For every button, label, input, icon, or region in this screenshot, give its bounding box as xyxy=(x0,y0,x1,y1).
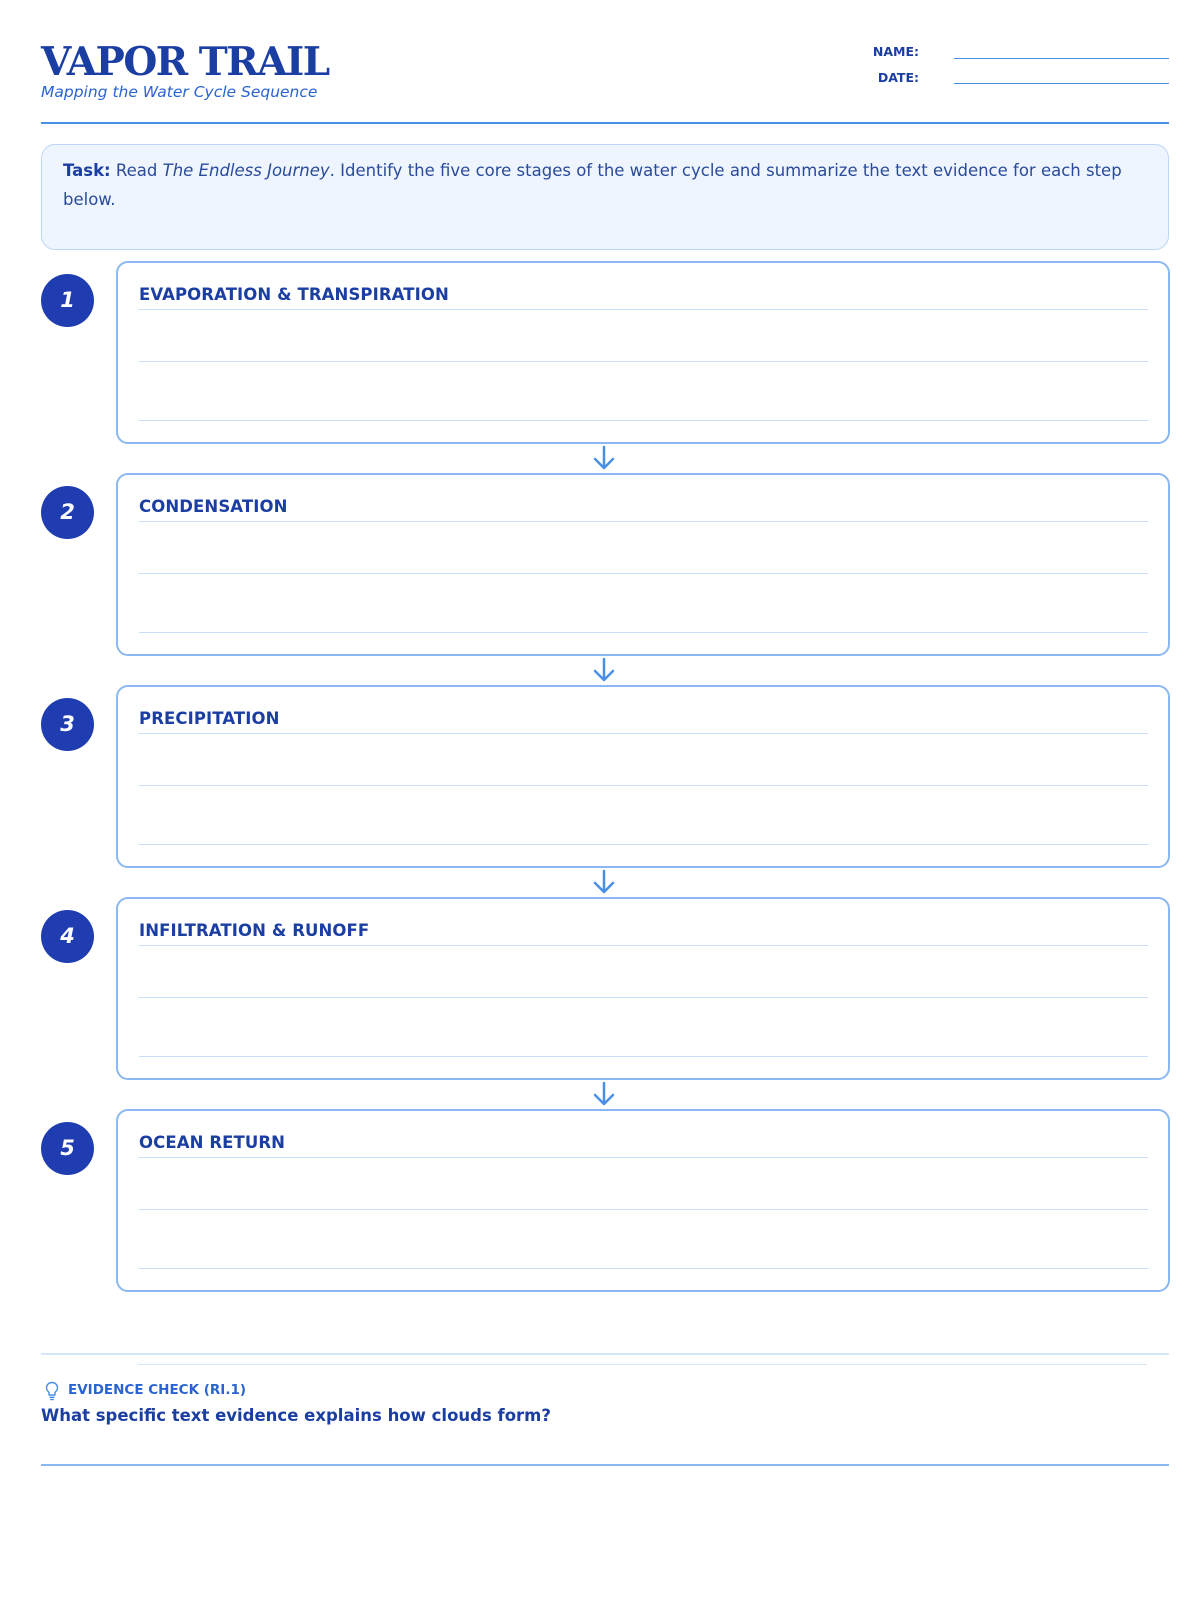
step-5 xyxy=(41,1109,1169,1292)
title-rule xyxy=(139,733,1148,734)
title-rule xyxy=(139,521,1148,522)
task-lead: Read xyxy=(115,161,158,180)
writing-line[interactable] xyxy=(139,1056,1148,1057)
step-number-badge: 5 xyxy=(41,1122,94,1175)
worksheet-subtitle: Mapping the Water Cycle Sequence xyxy=(41,83,318,101)
writing-line[interactable] xyxy=(139,1268,1148,1269)
question-start: What specific text evidence explains xyxy=(41,1406,382,1425)
arrow-down-icon xyxy=(591,1080,617,1108)
writing-line[interactable] xyxy=(139,997,1148,998)
arrow-down-icon xyxy=(591,444,617,472)
step-title: EVAPORATION & TRANSPIRATION xyxy=(139,285,449,304)
title-rule xyxy=(139,1157,1148,1158)
evidence-check-label: EVIDENCE CHECK (RI.1) xyxy=(68,1382,247,1398)
step-card xyxy=(116,1109,1170,1292)
writing-line[interactable] xyxy=(139,844,1148,845)
lightbulb-icon xyxy=(45,1381,59,1401)
book-title: The Endless Journey xyxy=(162,161,330,180)
name-field[interactable] xyxy=(954,58,1169,59)
arrow-down-icon xyxy=(591,656,617,684)
step-3 xyxy=(41,685,1169,868)
step-number-badge: 2 xyxy=(41,486,94,539)
date-field[interactable] xyxy=(954,83,1169,84)
evidence-check-section xyxy=(41,1353,1169,1465)
step-card xyxy=(116,473,1170,656)
question-end: clouds form? xyxy=(431,1406,551,1425)
title-rule xyxy=(139,945,1148,946)
writing-line[interactable] xyxy=(139,785,1148,786)
title-rule xyxy=(139,309,1148,310)
question-emphasis: how xyxy=(387,1406,426,1425)
writing-line[interactable] xyxy=(139,420,1148,421)
step-1 xyxy=(41,261,1169,444)
step-card xyxy=(116,685,1170,868)
answer-line[interactable] xyxy=(41,1464,1169,1466)
step-2 xyxy=(41,473,1169,656)
step-card xyxy=(116,261,1170,444)
writing-line[interactable] xyxy=(139,573,1148,574)
section-rule xyxy=(138,1364,1147,1365)
step-title: INFILTRATION & RUNOFF xyxy=(139,921,370,940)
step-title: CONDENSATION xyxy=(139,497,288,516)
worksheet-header xyxy=(41,40,1169,124)
step-title: OCEAN RETURN xyxy=(139,1133,286,1152)
arrow-down-icon xyxy=(591,868,617,896)
task-box xyxy=(41,144,1169,250)
name-label: NAME: xyxy=(872,44,919,59)
evidence-question xyxy=(41,1405,551,1427)
step-title: PRECIPITATION xyxy=(139,709,280,728)
worksheet-title: VAPOR TRAIL xyxy=(41,39,329,85)
step-4 xyxy=(41,897,1169,1080)
task-label: Task: xyxy=(63,161,111,180)
date-label: DATE: xyxy=(877,70,919,85)
writing-line[interactable] xyxy=(139,632,1148,633)
step-number-badge: 3 xyxy=(41,698,94,751)
writing-line[interactable] xyxy=(139,1209,1148,1210)
writing-line[interactable] xyxy=(139,361,1148,362)
step-number-badge: 4 xyxy=(41,910,94,963)
step-card xyxy=(116,897,1170,1080)
task-instructions: . Identify the five core stages of the water cycle and summarize the text evidence for each step below. xyxy=(63,161,1122,209)
step-number-badge: 1 xyxy=(41,274,94,327)
